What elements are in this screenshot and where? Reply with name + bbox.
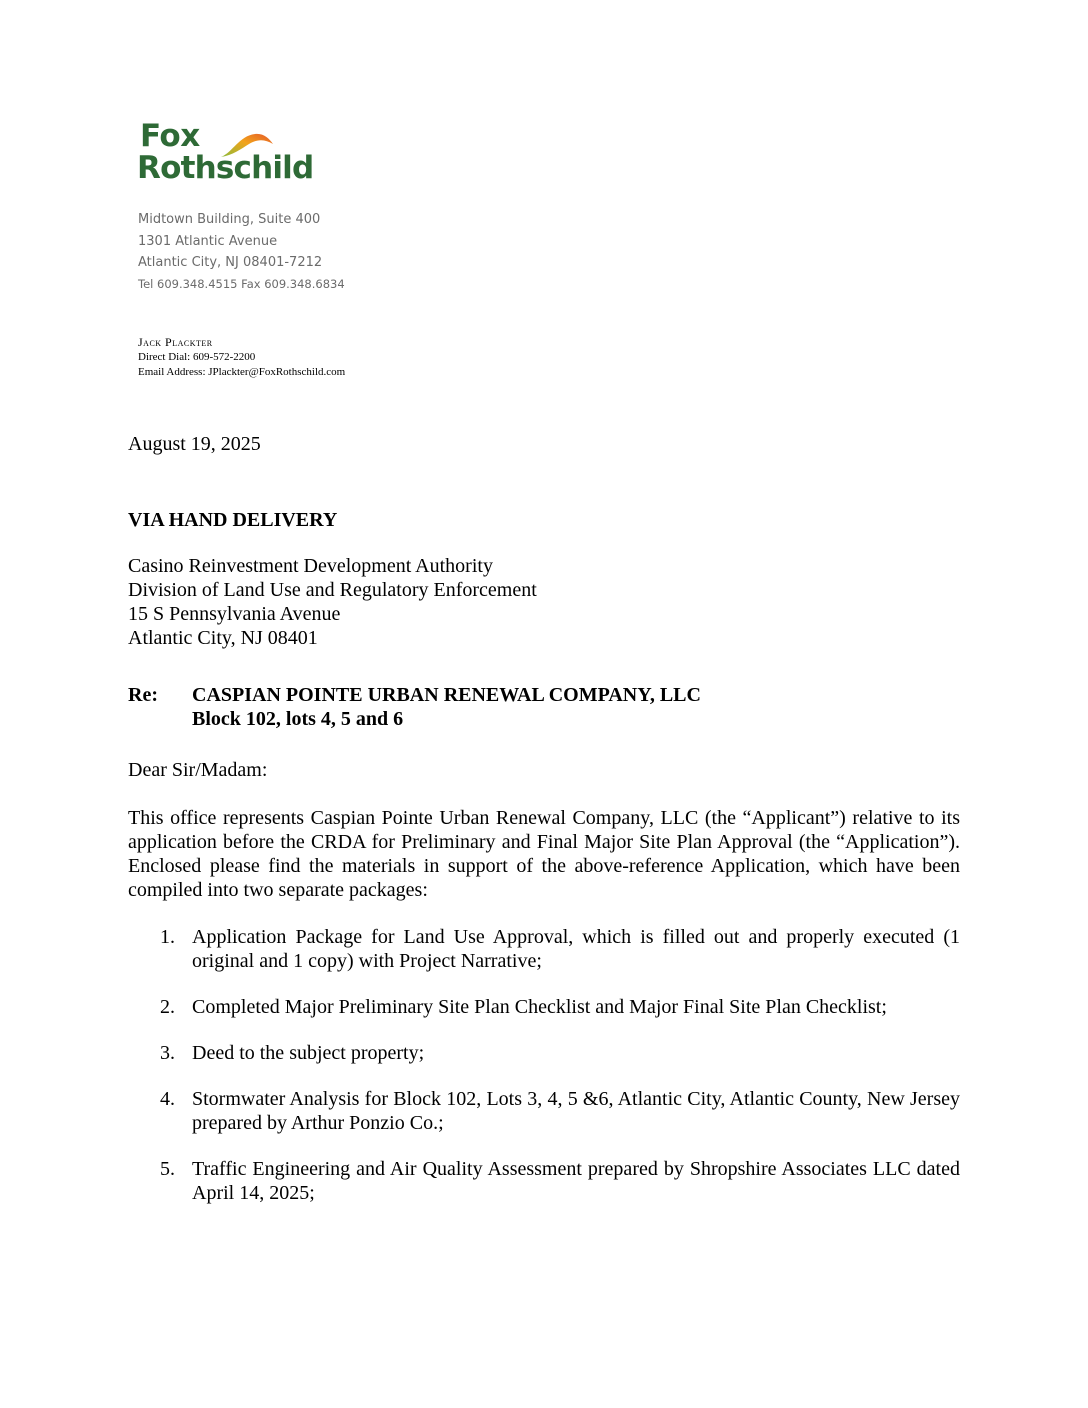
re-subject [192, 683, 701, 731]
recipient-line: 15 S Pennsylvania Avenue [128, 603, 341, 625]
re-label: Re: [128, 684, 158, 706]
list-item-number: 1. [160, 926, 175, 948]
list-item-number: 4. [160, 1088, 175, 1110]
sender-direct-dial: Direct Dial: 609-572-2200 [138, 351, 256, 363]
recipient-line: Division of Land Use and Regulatory Enforcement [128, 579, 537, 601]
list-item-text: Application Package for Land Use Approval, which is filled out and properly executed (1 original and 1 copy) with Project Narrative; [192, 926, 960, 972]
sender-email: Email Address: JPlackter@FoxRothschild.com [138, 366, 346, 378]
logo-text-rothschild: Rothschild [137, 150, 314, 186]
list-item-text: Traffic Engineering and Air Quality Assessment prepared by Shropshire Associates LLC dated April 14, 2025; [192, 1158, 960, 1204]
recipient-line: Atlantic City, NJ 08401 [128, 627, 318, 649]
list-item-text: Completed Major Preliminary Site Plan Checklist and Major Final Site Plan Checklist; [192, 996, 887, 1018]
fox-rothschild-logo [137, 120, 317, 190]
list-item-number: 5. [160, 1158, 175, 1180]
firm-phone-fax: Tel 609.348.4515 Fax 609.348.6834 [138, 276, 345, 291]
firm-address-line: Atlantic City, NJ 08401-7212 [138, 255, 323, 270]
list-item-text: Stormwater Analysis for Block 102, Lots 3, 4, 5 &6, Atlantic City, Atlantic County, New Jersey prepared by Arthur Ponzio Co.; [192, 1088, 960, 1134]
recipient-address [128, 554, 537, 650]
firm-address-line: 1301 Atlantic Avenue [138, 233, 278, 249]
list-item-text: Deed to the subject property; [192, 1042, 425, 1064]
intro-paragraph: This office represents Caspian Pointe Urban Renewal Company, LLC (the “Applicant”) relative to its application before the CRDA for Preliminary and Final Major Site Plan Approval (the “Application”). Enclosed please find the materials in support of the above-reference Application, which have been compiled into two separate packages: [128, 807, 960, 901]
list-item [128, 1157, 960, 1205]
list-item [128, 995, 960, 1019]
firm-address [138, 209, 345, 295]
logo-text-fox: Fox [140, 118, 200, 154]
firm-address-line: Midtown Building, Suite 400 [138, 212, 321, 227]
list-item [128, 1041, 960, 1065]
sender-block [138, 335, 345, 380]
list-item-number: 2. [160, 996, 175, 1018]
list-item [128, 1087, 960, 1135]
enclosure-list [128, 925, 960, 1227]
list-item [128, 925, 960, 973]
re-subject-line: CASPIAN POINTE URBAN RENEWAL COMPANY, LLC [192, 684, 701, 706]
letter-date: August 19, 2025 [128, 433, 261, 455]
salutation: Dear Sir/Madam: [128, 759, 268, 781]
delivery-method: VIA HAND DELIVERY [128, 509, 338, 531]
recipient-line: Casino Reinvestment Development Authority [128, 555, 493, 577]
re-subject-line: Block 102, lots 4, 5 and 6 [192, 708, 404, 730]
sender-name: Jack Plackter [138, 335, 213, 349]
list-item-number: 3. [160, 1042, 175, 1064]
